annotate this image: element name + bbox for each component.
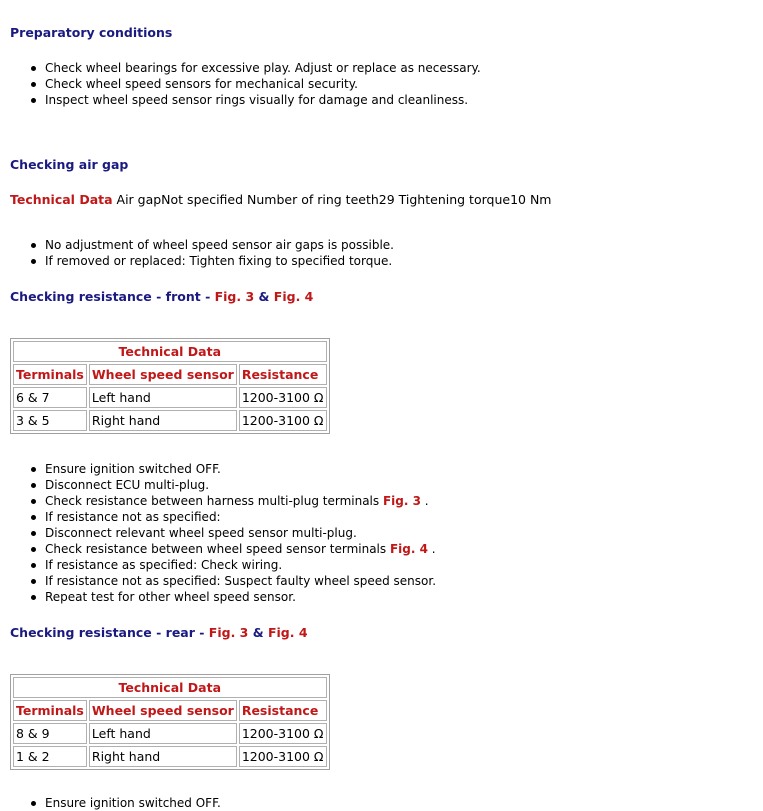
table-row <box>13 723 327 744</box>
technical-data-table-rear <box>10 674 330 770</box>
table-row <box>13 746 327 767</box>
heading-text: Checking resistance - front - <box>10 289 215 304</box>
list-item: If resistance not as specified: <box>27 509 436 525</box>
column-header-terminals: Terminals <box>13 700 87 721</box>
cell-terminals: 8 & 9 <box>13 723 87 744</box>
technical-data-table-front <box>10 338 330 434</box>
fig-3-link[interactable]: Fig. 3 <box>382 494 421 508</box>
cell-sensor: Right hand <box>89 746 237 767</box>
list-item: If resistance as specified: Check wiring. <box>27 557 436 573</box>
item-text: Check resistance between harness multi-plug terminals <box>45 494 383 508</box>
cell-sensor: Left hand <box>89 723 237 744</box>
heading-amp: & <box>254 289 274 304</box>
cell-resistance: 1200-3100 Ω <box>239 746 327 767</box>
list-item: If removed or replaced: Tighten fixing to specified torque. <box>27 253 394 269</box>
fig-4-link[interactable]: Fig. 4 <box>389 542 428 556</box>
front-procedure-list <box>27 461 436 605</box>
list-item: Disconnect relevant wheel speed sensor multi-plug. <box>27 525 436 541</box>
technical-data-text: Air gapNot specified Number of ring teeth29 Tightening torque10 Nm <box>112 192 552 207</box>
prep-list <box>27 60 481 108</box>
fig-3-link[interactable]: Fig. 3 <box>214 289 255 304</box>
column-header-terminals: Terminals <box>13 364 87 385</box>
table-row <box>13 410 327 431</box>
list-item: If resistance not as specified: Suspect faulty wheel speed sensor. <box>27 573 436 589</box>
cell-terminals: 3 & 5 <box>13 410 87 431</box>
list-item: Repeat test for other wheel speed sensor. <box>27 589 436 605</box>
heading-preparatory-conditions: Preparatory conditions <box>10 25 173 40</box>
list-item: Ensure ignition switched OFF. <box>27 461 436 477</box>
fig-4-link[interactable]: Fig. 4 <box>273 289 314 304</box>
item-text: Check resistance between wheel speed sensor terminals <box>45 542 390 556</box>
fig-3-link[interactable]: Fig. 3 <box>208 625 249 640</box>
heading-checking-air-gap: Checking air gap <box>10 157 129 172</box>
column-header-resistance: Resistance <box>239 700 327 721</box>
cell-terminals: 6 & 7 <box>13 387 87 408</box>
column-header-resistance: Resistance <box>239 364 327 385</box>
cell-resistance: 1200-3100 Ω <box>239 723 327 744</box>
heading-amp: & <box>248 625 268 640</box>
item-tail: . <box>420 494 429 508</box>
table-caption: Technical Data <box>13 341 327 362</box>
cell-sensor: Left hand <box>89 387 237 408</box>
column-header-wheel-speed-sensor: Wheel speed sensor <box>89 364 237 385</box>
table-caption: Technical Data <box>13 677 327 698</box>
list-item: Disconnect ECU multi-plug. <box>27 477 436 493</box>
list-item: Inspect wheel speed sensor rings visually for damage and cleanliness. <box>27 92 481 108</box>
cell-resistance: 1200-3100 Ω <box>239 410 327 431</box>
item-tail: . <box>427 542 436 556</box>
list-item: No adjustment of wheel speed sensor air gaps is possible. <box>27 237 394 253</box>
cell-resistance: 1200-3100 Ω <box>239 387 327 408</box>
column-header-wheel-speed-sensor: Wheel speed sensor <box>89 700 237 721</box>
technical-data-label: Technical Data <box>10 192 113 207</box>
list-item <box>27 541 436 557</box>
heading-checking-resistance-rear <box>10 625 308 640</box>
list-item <box>27 493 436 509</box>
fig-4-link[interactable]: Fig. 4 <box>267 625 308 640</box>
list-item: Check wheel bearings for excessive play. Adjust or replace as necessary. <box>27 60 481 76</box>
table-row <box>13 387 327 408</box>
cell-sensor: Right hand <box>89 410 237 431</box>
heading-text: Checking resistance - rear - <box>10 625 209 640</box>
heading-checking-resistance-front <box>10 289 313 304</box>
rear-procedure-list <box>27 795 221 811</box>
air-gap-technical-data <box>10 192 551 207</box>
list-item: Ensure ignition switched OFF. <box>27 795 221 811</box>
list-item: Check wheel speed sensors for mechanical security. <box>27 76 481 92</box>
cell-terminals: 1 & 2 <box>13 746 87 767</box>
air-gap-list <box>27 237 394 269</box>
